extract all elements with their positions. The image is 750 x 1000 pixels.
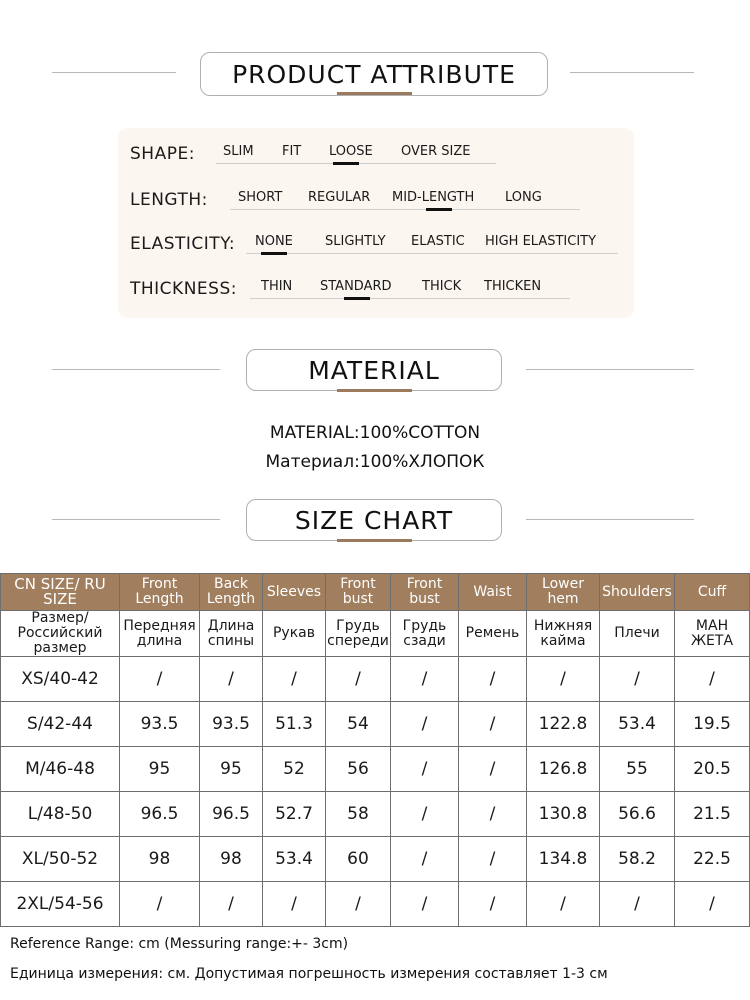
header-rule-right — [570, 72, 694, 73]
table-cell: 130.8 — [527, 792, 600, 837]
material-line-en: MATERIAL:100%COTTON — [269, 423, 481, 443]
table-cell: 22.5 — [675, 837, 750, 882]
table-cell: 98 — [200, 837, 263, 882]
table-cell: 19.5 — [675, 702, 750, 747]
table-cell: / — [459, 702, 527, 747]
column-header: Waist — [459, 574, 527, 611]
column-header-ru: Длина спины — [200, 611, 263, 657]
column-header-ru: Рукав — [263, 611, 326, 657]
table-cell: 20.5 — [675, 747, 750, 792]
table-cell: 58 — [326, 792, 391, 837]
column-header-ru: Грудь спереди — [326, 611, 391, 657]
column-header-ru: Плечи — [600, 611, 675, 657]
table-cell: / — [391, 837, 459, 882]
attr-row-shape — [118, 138, 634, 178]
attr-divider — [250, 298, 570, 299]
table-cell: / — [459, 657, 527, 702]
column-header: Front bust — [391, 574, 459, 611]
attr-option: SHORT — [238, 190, 283, 205]
size-chart-heading: SIZE CHART — [246, 499, 502, 541]
header-rule-left — [52, 369, 220, 370]
attr-divider — [230, 209, 580, 210]
reference-note-en: Reference Range: cm (Messuring range:+- 3cm) — [10, 936, 349, 952]
column-header-ru: Передняя длина — [120, 611, 200, 657]
table-cell: / — [200, 882, 263, 927]
column-header-ru: МАН ЖЕТА — [675, 611, 750, 657]
table-cell: / — [263, 657, 326, 702]
table-cell: 126.8 — [527, 747, 600, 792]
heading-underline — [337, 389, 412, 392]
table-cell: 93.5 — [120, 702, 200, 747]
attr-row-length — [118, 184, 634, 224]
table-cell: / — [391, 657, 459, 702]
header-rule-left — [52, 519, 220, 520]
table-cell: 53.4 — [263, 837, 326, 882]
table-cell: 55 — [600, 747, 675, 792]
table-cell: 52.7 — [263, 792, 326, 837]
table-cell: / — [459, 747, 527, 792]
table-cell: / — [326, 882, 391, 927]
size-cell: 2XL/54-56 — [1, 882, 120, 927]
table-cell: / — [391, 882, 459, 927]
heading-underline — [337, 92, 412, 95]
table-row — [1, 702, 750, 747]
table-cell: / — [391, 702, 459, 747]
table-cell: 54 — [326, 702, 391, 747]
column-header-ru: Грудь сзади — [391, 611, 459, 657]
size-cell: S/42-44 — [1, 702, 120, 747]
attr-label: SHAPE: — [130, 144, 195, 164]
column-header: Shoulders — [600, 574, 675, 611]
attr-option-selected: STANDARD — [320, 279, 392, 294]
attr-option-selected: LOOSE — [329, 144, 373, 159]
table-cell: 93.5 — [200, 702, 263, 747]
table-cell: 56 — [326, 747, 391, 792]
column-header-ru: Нижняя кайма — [527, 611, 600, 657]
selected-marker — [333, 162, 359, 165]
table-cell: / — [527, 657, 600, 702]
table-cell: 95 — [200, 747, 263, 792]
attr-option: HIGH ELASTICITY — [485, 234, 597, 249]
attr-label: ELASTICITY: — [130, 234, 236, 254]
table-cell: / — [120, 882, 200, 927]
column-header: Front Length — [120, 574, 200, 611]
table-cell: / — [459, 882, 527, 927]
table-row — [1, 747, 750, 792]
attr-divider — [246, 253, 618, 254]
attr-option: SLIGHTLY — [325, 234, 386, 249]
product-attribute-heading: PRODUCT ATTRIBUTE — [200, 52, 548, 96]
column-header: CN SIZE/ RU SIZE — [1, 574, 120, 611]
material-heading: MATERIAL — [246, 349, 502, 391]
attr-option: LONG — [505, 190, 542, 205]
attr-option: SLIM — [223, 144, 254, 159]
table-row — [1, 657, 750, 702]
table-cell: 58.2 — [600, 837, 675, 882]
size-cell: M/46-48 — [1, 747, 120, 792]
attr-option: FIT — [282, 144, 302, 159]
table-cell: 56.6 — [600, 792, 675, 837]
column-header: Lower hem — [527, 574, 600, 611]
header-rule-left — [52, 72, 176, 73]
column-header: Cuff — [675, 574, 750, 611]
selected-marker — [261, 252, 287, 255]
column-header: Back Length — [200, 574, 263, 611]
attr-option-selected: MID-LENGTH — [392, 190, 475, 205]
table-cell: / — [459, 837, 527, 882]
table-cell: / — [600, 657, 675, 702]
table-cell: / — [675, 657, 750, 702]
table-cell: / — [675, 882, 750, 927]
attr-label: THICKNESS: — [130, 279, 237, 299]
attr-option-selected: NONE — [255, 234, 293, 249]
selected-marker — [426, 208, 452, 211]
attr-option: THICK — [422, 279, 462, 294]
table-cell: / — [459, 792, 527, 837]
size-cell: XL/50-52 — [1, 837, 120, 882]
attr-row-thickness — [118, 273, 634, 313]
header-rule-right — [526, 369, 694, 370]
table-cell: 96.5 — [200, 792, 263, 837]
table-row — [1, 837, 750, 882]
table-cell: 51.3 — [263, 702, 326, 747]
table-cell: 95 — [120, 747, 200, 792]
attr-option: THICKEN — [484, 279, 542, 294]
table-cell: / — [391, 792, 459, 837]
table-cell: 98 — [120, 837, 200, 882]
reference-note-ru: Единица измерения: см. Допустимая погрешность измерения составляет 1-3 см — [10, 966, 608, 982]
column-header: Sleeves — [263, 574, 326, 611]
table-row — [1, 792, 750, 837]
table-row — [1, 882, 750, 927]
table-cell: 60 — [326, 837, 391, 882]
material-line-ru: Материал:100%ХЛОПОК — [265, 452, 485, 472]
table-cell: 52 — [263, 747, 326, 792]
table-cell: 134.8 — [527, 837, 600, 882]
table-cell: / — [120, 657, 200, 702]
column-header-ru: Размер/ Российский размер — [1, 611, 120, 657]
attr-row-elasticity — [118, 228, 634, 268]
attr-option: OVER SIZE — [401, 144, 471, 159]
selected-marker — [344, 297, 370, 300]
size-cell: XS/40-42 — [1, 657, 120, 702]
attr-option: ELASTIC — [411, 234, 465, 249]
attribute-panel — [118, 128, 634, 318]
column-header: Front bust — [326, 574, 391, 611]
table-cell: / — [527, 882, 600, 927]
size-cell: L/48-50 — [1, 792, 120, 837]
table-header-row-ru — [1, 611, 750, 657]
table-cell: / — [263, 882, 326, 927]
table-cell: 96.5 — [120, 792, 200, 837]
size-table — [0, 573, 750, 927]
table-cell: 21.5 — [675, 792, 750, 837]
table-cell: 122.8 — [527, 702, 600, 747]
attr-option: THIN — [261, 279, 293, 294]
header-rule-right — [526, 519, 694, 520]
table-cell: / — [391, 747, 459, 792]
table-cell: / — [200, 657, 263, 702]
table-cell: / — [326, 657, 391, 702]
attr-label: LENGTH: — [130, 190, 208, 210]
table-cell: 53.4 — [600, 702, 675, 747]
attr-option: REGULAR — [308, 190, 371, 205]
column-header-ru: Ремень — [459, 611, 527, 657]
table-cell: / — [600, 882, 675, 927]
heading-underline — [337, 539, 412, 542]
table-header-row — [1, 574, 750, 611]
